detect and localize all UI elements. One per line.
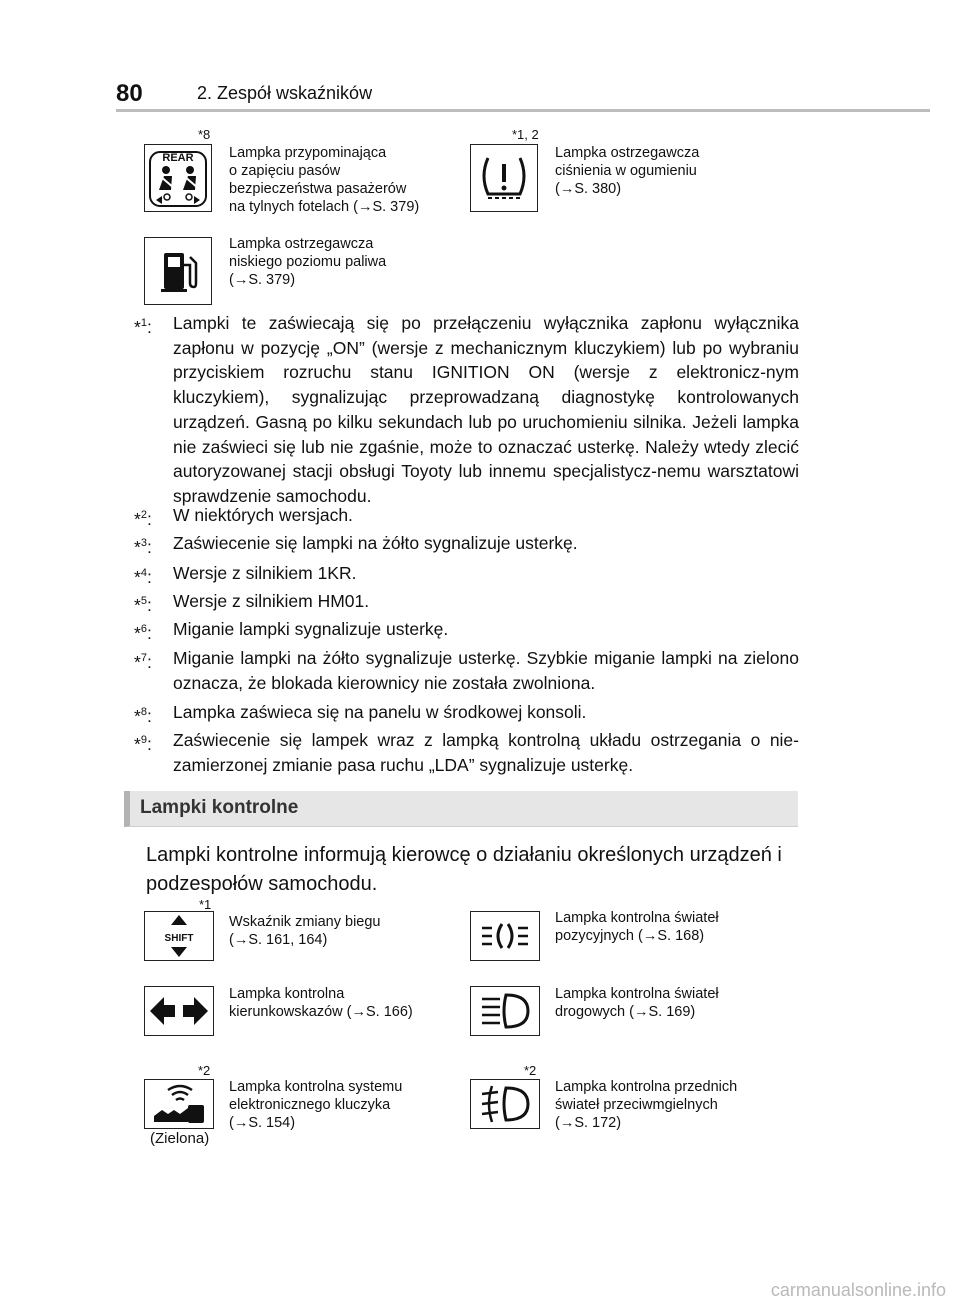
lamp-description: Lampka kontrolna świateł drogowych (→S. 169) [555,986,719,1020]
footnote-mark: *8 [198,127,211,142]
footnote: *$^8$: Lampka zaświeca się na panelu w środkowej konsoli. [134,702,587,726]
section-intro: Lampki kontrolne informują kierowcę o działaniu określonych urządzeń i podzespołów samochodu. [146,844,782,895]
footnote-mark: *2 [524,1063,537,1078]
rear-seatbelt-reminder-icon [144,144,212,212]
footnote: *$^4$: Wersje z silnikiem 1KR. [134,563,357,587]
footnote: *$^1$: Lampki te zaświecają się po przełączeniu wyłącznika zapłonu wyłącznika zapłonu w pozycję „ON” (wersje z mechanicznym kluczykiem) lub po wybraniu przyciskiem rozruchu stanu IGNITION ON (wersje z elektronicz-nym kluczykiem), sygnalizując przeprowadzaną diagnostykę kontrolowanych urządzeń. Gasną po kilku sekundach lub po uruchomieniu silnika. Jeżeli lampka nie zaświeci się lub nie zgaśnie, może to oznaczać usterkę. Należy wtedy zlecić autoryzowanej stacji obsługi Toyoty lub innemu specjalistycz-nemu warsztatowi sprawdzenie samochodu. [134,313,799,506]
svg-text:SHIFT: SHIFT [164,933,194,944]
lamp-description: Lampka przypominająca o zapięciu pasów bezpieczeństwa pasażerów na tylnych fotelach (→S. 379) [229,145,420,215]
svg-text:REAR: REAR [162,152,194,164]
footnote: *$^9$: Zaświecenie się lampek wraz z lampką kontrolną układu ostrzegania o nie-zamierzonej zmianie pasa ruchu „LDA” sygnalizuje usterkę. [134,730,799,775]
lamp-description: Lampka kontrolna świateł pozycyjnych (→S. 168) [555,910,719,944]
smart-key-icon [144,1079,214,1129]
section-title: Lampki kontrolne [140,797,299,818]
watermark: carmanualsonline.info [770,1280,946,1300]
header-rule [116,109,930,112]
high-beam-icon [470,986,540,1036]
lamp-description: Lampka kontrolna kierunkowskazów (→S. 166) [229,986,413,1020]
lamp-description: Wskaźnik zmiany biegu (→S. 161, 164) [229,914,381,948]
tire-pressure-warning-icon [470,144,538,212]
position-lights-icon [470,911,540,961]
low-fuel-warning-icon [144,237,212,305]
front-fog-light-icon [470,1079,540,1129]
footnote: *$^5$: Wersje z silnikiem HM01. [134,591,370,615]
footnote-mark: *2 [198,1063,211,1078]
footnote-mark: *1, 2 [512,127,539,142]
footnote: *$^6$: Miganie lampki sygnalizuje usterkę. [134,619,449,643]
lamp-description: Lampka kontrolna systemu elektronicznego kluczyka (→S. 154) [229,1079,403,1131]
chapter-title: 2. Zespół wskaźników [197,83,373,103]
footnote: *$^3$: Zaświecenie się lampki na żółto sygnalizuje usterkę. [134,533,578,557]
footnote-mark: *1 [199,897,212,912]
turn-signal-icon [144,986,214,1036]
shift-indicator-icon [144,911,214,961]
lamp-description: Lampka ostrzegawcza ciśnienia w ogumieniu (→S. 380) [555,145,700,197]
page-number: 80 [116,80,143,107]
lamp-description: Lampka kontrolna przednich świateł przeciwmgielnych (→S. 172) [555,1079,738,1131]
lamp-description: Lampka ostrzegawcza niskiego poziomu paliwa (→S. 379) [229,236,387,288]
footnote: *$^2$: W niektórych wersjach. [134,505,353,529]
footnote: *$^7$: Miganie lampki na żółto sygnalizuje usterkę. Szybkie miganie lampki na zielono oznacza, że blokada kierownicy nie została zwolniona. [134,648,799,693]
color-caption: (Zielona) [150,1130,210,1147]
